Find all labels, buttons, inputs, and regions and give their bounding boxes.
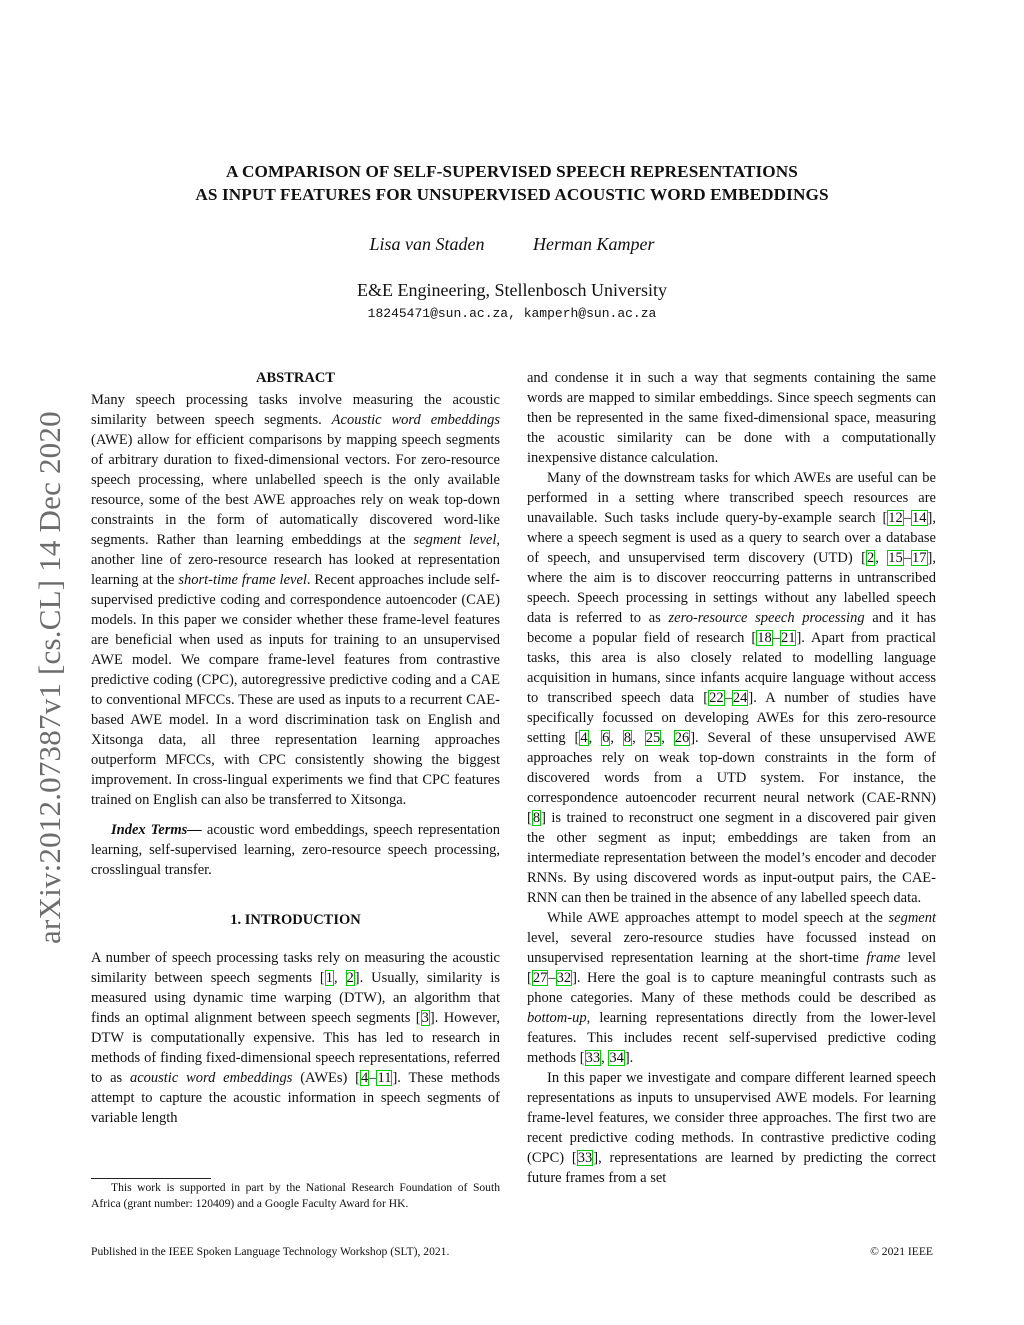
abstract-emphasis: short-time frame level — [178, 572, 307, 588]
text-fragment: – — [772, 630, 780, 646]
copyright-notice: © 2021 IEEE — [870, 1245, 933, 1258]
citation-link[interactable]: 14 — [912, 510, 927, 526]
abstract-emphasis: Acoustic word embeddings — [331, 412, 500, 428]
text-fragment: A number of speech processing tasks rely on measuring the acoustic similarity between speech segments [ — [91, 950, 500, 986]
text-fragment: , — [601, 1050, 609, 1066]
author-emails: 18245471@sun.ac.za, kamperh@sun.ac.za — [367, 306, 657, 321]
text-fragment: – — [724, 690, 732, 706]
text-fragment: ]. These methods attempt to capture the acoustic information in speech segments of variable length — [91, 1070, 500, 1126]
citation-link[interactable]: 33 — [585, 1050, 601, 1066]
author-name: Herman Kamper — [533, 234, 655, 254]
text-fragment: ]. Apart from practical tasks, this area is also closely related to modelling language acquisition in humans, since infants acquire language without access to transcribed speech data [ — [527, 630, 936, 706]
text-fragment: – — [903, 550, 912, 566]
citation-link[interactable]: 4 — [360, 1070, 369, 1086]
text-fragment: , — [588, 730, 602, 746]
text-fragment: ], representations are learned by predicting the correct future frames from a set — [527, 1150, 936, 1186]
text-fragment: , learning representations directly from the lower-level features. This includes recent self-supervised predictive coding methods [ — [527, 1010, 936, 1066]
text-fragment: – — [369, 1070, 377, 1086]
text-emphasis: acoustic word embeddings — [129, 1070, 293, 1086]
text-fragment: – — [548, 970, 556, 986]
left-column — [91, 368, 500, 1128]
text-fragment: (AWEs) [ — [292, 1070, 360, 1086]
body-paragraph — [527, 1068, 936, 1188]
text-fragment: While AWE approaches attempt to model speech at the — [547, 910, 889, 926]
citation-link[interactable]: 24 — [732, 690, 748, 706]
citation-link[interactable]: 18 — [757, 630, 772, 646]
citation-link[interactable]: 21 — [780, 630, 796, 646]
right-column — [527, 368, 936, 1188]
text-fragment: , — [610, 730, 623, 746]
introduction-heading: 1. INTRODUCTION — [230, 912, 361, 928]
title-line-2: AS INPUT FEATURES FOR UNSUPERVISED ACOUSTIC WORD EMBEDDINGS — [195, 185, 829, 204]
text-fragment: level [ — [527, 950, 936, 986]
abstract-heading: ABSTRACT — [256, 370, 335, 386]
text-fragment: and it has become a popular field of research [ — [527, 610, 936, 646]
body-paragraph: and condense it in such a way that segments containing the same words are mapped to similar embeddings. Since speech segments can then be represented in the same fixed-dimensional space, measuring the acoustic similarity can be done with a computationally inexpensive distance calculation. — [527, 370, 936, 466]
text-fragment: , — [334, 970, 346, 986]
abstract-fragment: , another line of zero-resource research has looked at representation learning at the — [91, 532, 500, 588]
citation-link[interactable]: 25 — [645, 730, 661, 746]
text-fragment: ]. A number of studies have specifically focussed on developing AWEs for this zero-resource setting [ — [527, 690, 936, 746]
author-list — [92, 232, 932, 256]
body-paragraph — [527, 908, 936, 1068]
citation-link[interactable]: 12 — [888, 510, 903, 526]
citation-link[interactable]: 2 — [866, 550, 875, 566]
text-fragment: , — [661, 730, 674, 746]
citation-link[interactable]: 1 — [325, 970, 333, 986]
citation-link[interactable]: 8 — [623, 730, 632, 746]
text-fragment: – — [903, 510, 912, 526]
author-name: Lisa van Staden — [369, 234, 485, 254]
citation-link[interactable]: 4 — [580, 730, 588, 746]
publication-note: Published in the IEEE Spoken Language Technology Workshop (SLT), 2021. — [91, 1245, 450, 1258]
citation-link[interactable]: 2 — [346, 970, 354, 986]
index-terms-text: acoustic word embeddings, speech representation learning, self-supervised learning, zero-resource speech processing, crosslingual transfer. — [91, 822, 500, 878]
citation-link[interactable]: 32 — [556, 970, 572, 986]
abstract-fragment: . Recent approaches include self-supervised predictive coding and correspondence autoencoder (CAE) models. In this paper we consider whether these frame-level features are beneficial when used as inputs for training to an unsupervised AWE model. We compare frame-level features from contrastive predictive coding (CPC), autoregressive predictive coding and a CAE to conventional MFCCs. These are used as inputs to a recurrent CAE-based AWE model. In a word discrimination task on English and Xitsonga data, all three representation learning approaches outperform MFCCs, with CPC consistently showing the biggest improvement. In cross-lingual experiments we find that CPC features trained on English can also be transferred to Xitsonga. — [91, 572, 500, 808]
citation-link[interactable]: 11 — [377, 1070, 392, 1086]
citation-link[interactable]: 8 — [532, 810, 541, 826]
citation-link[interactable]: 33 — [577, 1150, 593, 1166]
abstract-text — [91, 390, 500, 810]
paper-title — [92, 160, 932, 206]
text-emphasis: zero-resource speech processing — [668, 610, 865, 626]
arxiv-identifier: arXiv:2012.07387v1 [cs.CL] 14 Dec 2020 — [32, 411, 67, 944]
intro-paragraph — [91, 948, 500, 1128]
text-fragment: ], where a speech segment is used as a query to search over a database of speech, and unsupervised term discovery (UTD) [ — [527, 510, 936, 566]
text-fragment: ]. Several of these unsupervised AWE approaches rely on weak top-down constraints in the form of discovered words from a UTD system. For instance, the correspondence autoencoder recurrent neural network (CAE-RNN) [ — [527, 730, 937, 826]
text-fragment: Many of the downstream tasks for which AWEs are useful can be performed in a setting where transcribed speech resources are unavailable. Such tasks include query-by-example search [ — [527, 470, 936, 526]
citation-link[interactable]: 3 — [421, 1010, 429, 1026]
text-emphasis: segment — [888, 910, 936, 926]
index-terms-label: Index Terms— — [111, 822, 202, 838]
text-fragment: , — [875, 550, 888, 566]
text-fragment: ]. However, DTW is computationally expensive. This has led to research in methods of finding fixed-dimensional speech representations, referred to as — [91, 1010, 500, 1086]
abstract-emphasis: segment level — [413, 532, 497, 548]
title-line-1: A COMPARISON OF SELF-SUPERVISED SPEECH REPRESENTATIONS — [226, 162, 798, 181]
text-fragment: ] is trained to reconstruct one segment in a discovered pair given the other segment as input; embeddings are taken from an intermediate representation between the model’s encoder and decoder RNNs. By using discovered words as input-output pairs, the CAE-RNN can then be trained in the absence of any labelled speech data. — [527, 810, 936, 906]
citation-link[interactable]: 15 — [888, 550, 903, 566]
footnote-rule — [91, 1178, 211, 1179]
affiliation: E&E Engineering, Stellenbosch University — [357, 280, 667, 300]
text-fragment: ]. — [624, 1050, 634, 1066]
text-fragment: ]. Usually, similarity is measured using dynamic time warping (DTW), an algorithm that finds an optimal alignment between speech segments [ — [91, 970, 500, 1026]
text-fragment: ]. Here the goal is to capture meaningful contrasts such as phone categories. Many of these methods could be described as — [527, 970, 936, 1006]
text-emphasis: frame — [866, 950, 901, 966]
citation-link[interactable]: 6 — [602, 730, 610, 746]
body-paragraph — [527, 468, 936, 908]
abstract-fragment: Many speech processing tasks involve measuring the acoustic similarity between speech segments. — [91, 392, 500, 428]
citation-link[interactable]: 26 — [674, 730, 690, 746]
text-fragment: , — [632, 730, 645, 746]
text-fragment: In this paper we investigate and compare different learned speech representations as inputs to unsupervised AWE models. For learning frame-level features, we consider three approaches. The first two are recent predictive coding methods. In contrastive predictive coding (CPC) [ — [527, 1070, 936, 1166]
text-fragment: ], where the aim is to discover reoccurring patterns in untranscribed speech. Speech processing in settings without any labelled speech data is referred to as — [527, 550, 936, 626]
citation-link[interactable]: 17 — [912, 550, 927, 566]
citation-link[interactable]: 34 — [609, 1050, 624, 1066]
citation-link[interactable]: 27 — [532, 970, 548, 986]
index-terms — [91, 820, 500, 880]
footnote: This work is supported in part by the National Research Foundation of South Africa (grant number: 120409) and a Google Faculty Award for HK. — [91, 1181, 500, 1210]
abstract-fragment: (AWE) allow for efficient comparisons by mapping speech segments of arbitrary duration to fixed-dimensional vectors. For zero-resource speech processing, where unlabelled speech is the only available resource, some of the best AWE approaches rely on weak top-down constraints in the form of automatically discovered word-like segments. Rather than learning embeddings at the — [91, 432, 500, 548]
citation-link[interactable]: 22 — [709, 690, 724, 706]
text-emphasis: bottom-up — [527, 1010, 587, 1026]
text-fragment: level, several zero-resource studies have focussed instead on unsupervised representation learning at the short-time — [527, 930, 936, 966]
